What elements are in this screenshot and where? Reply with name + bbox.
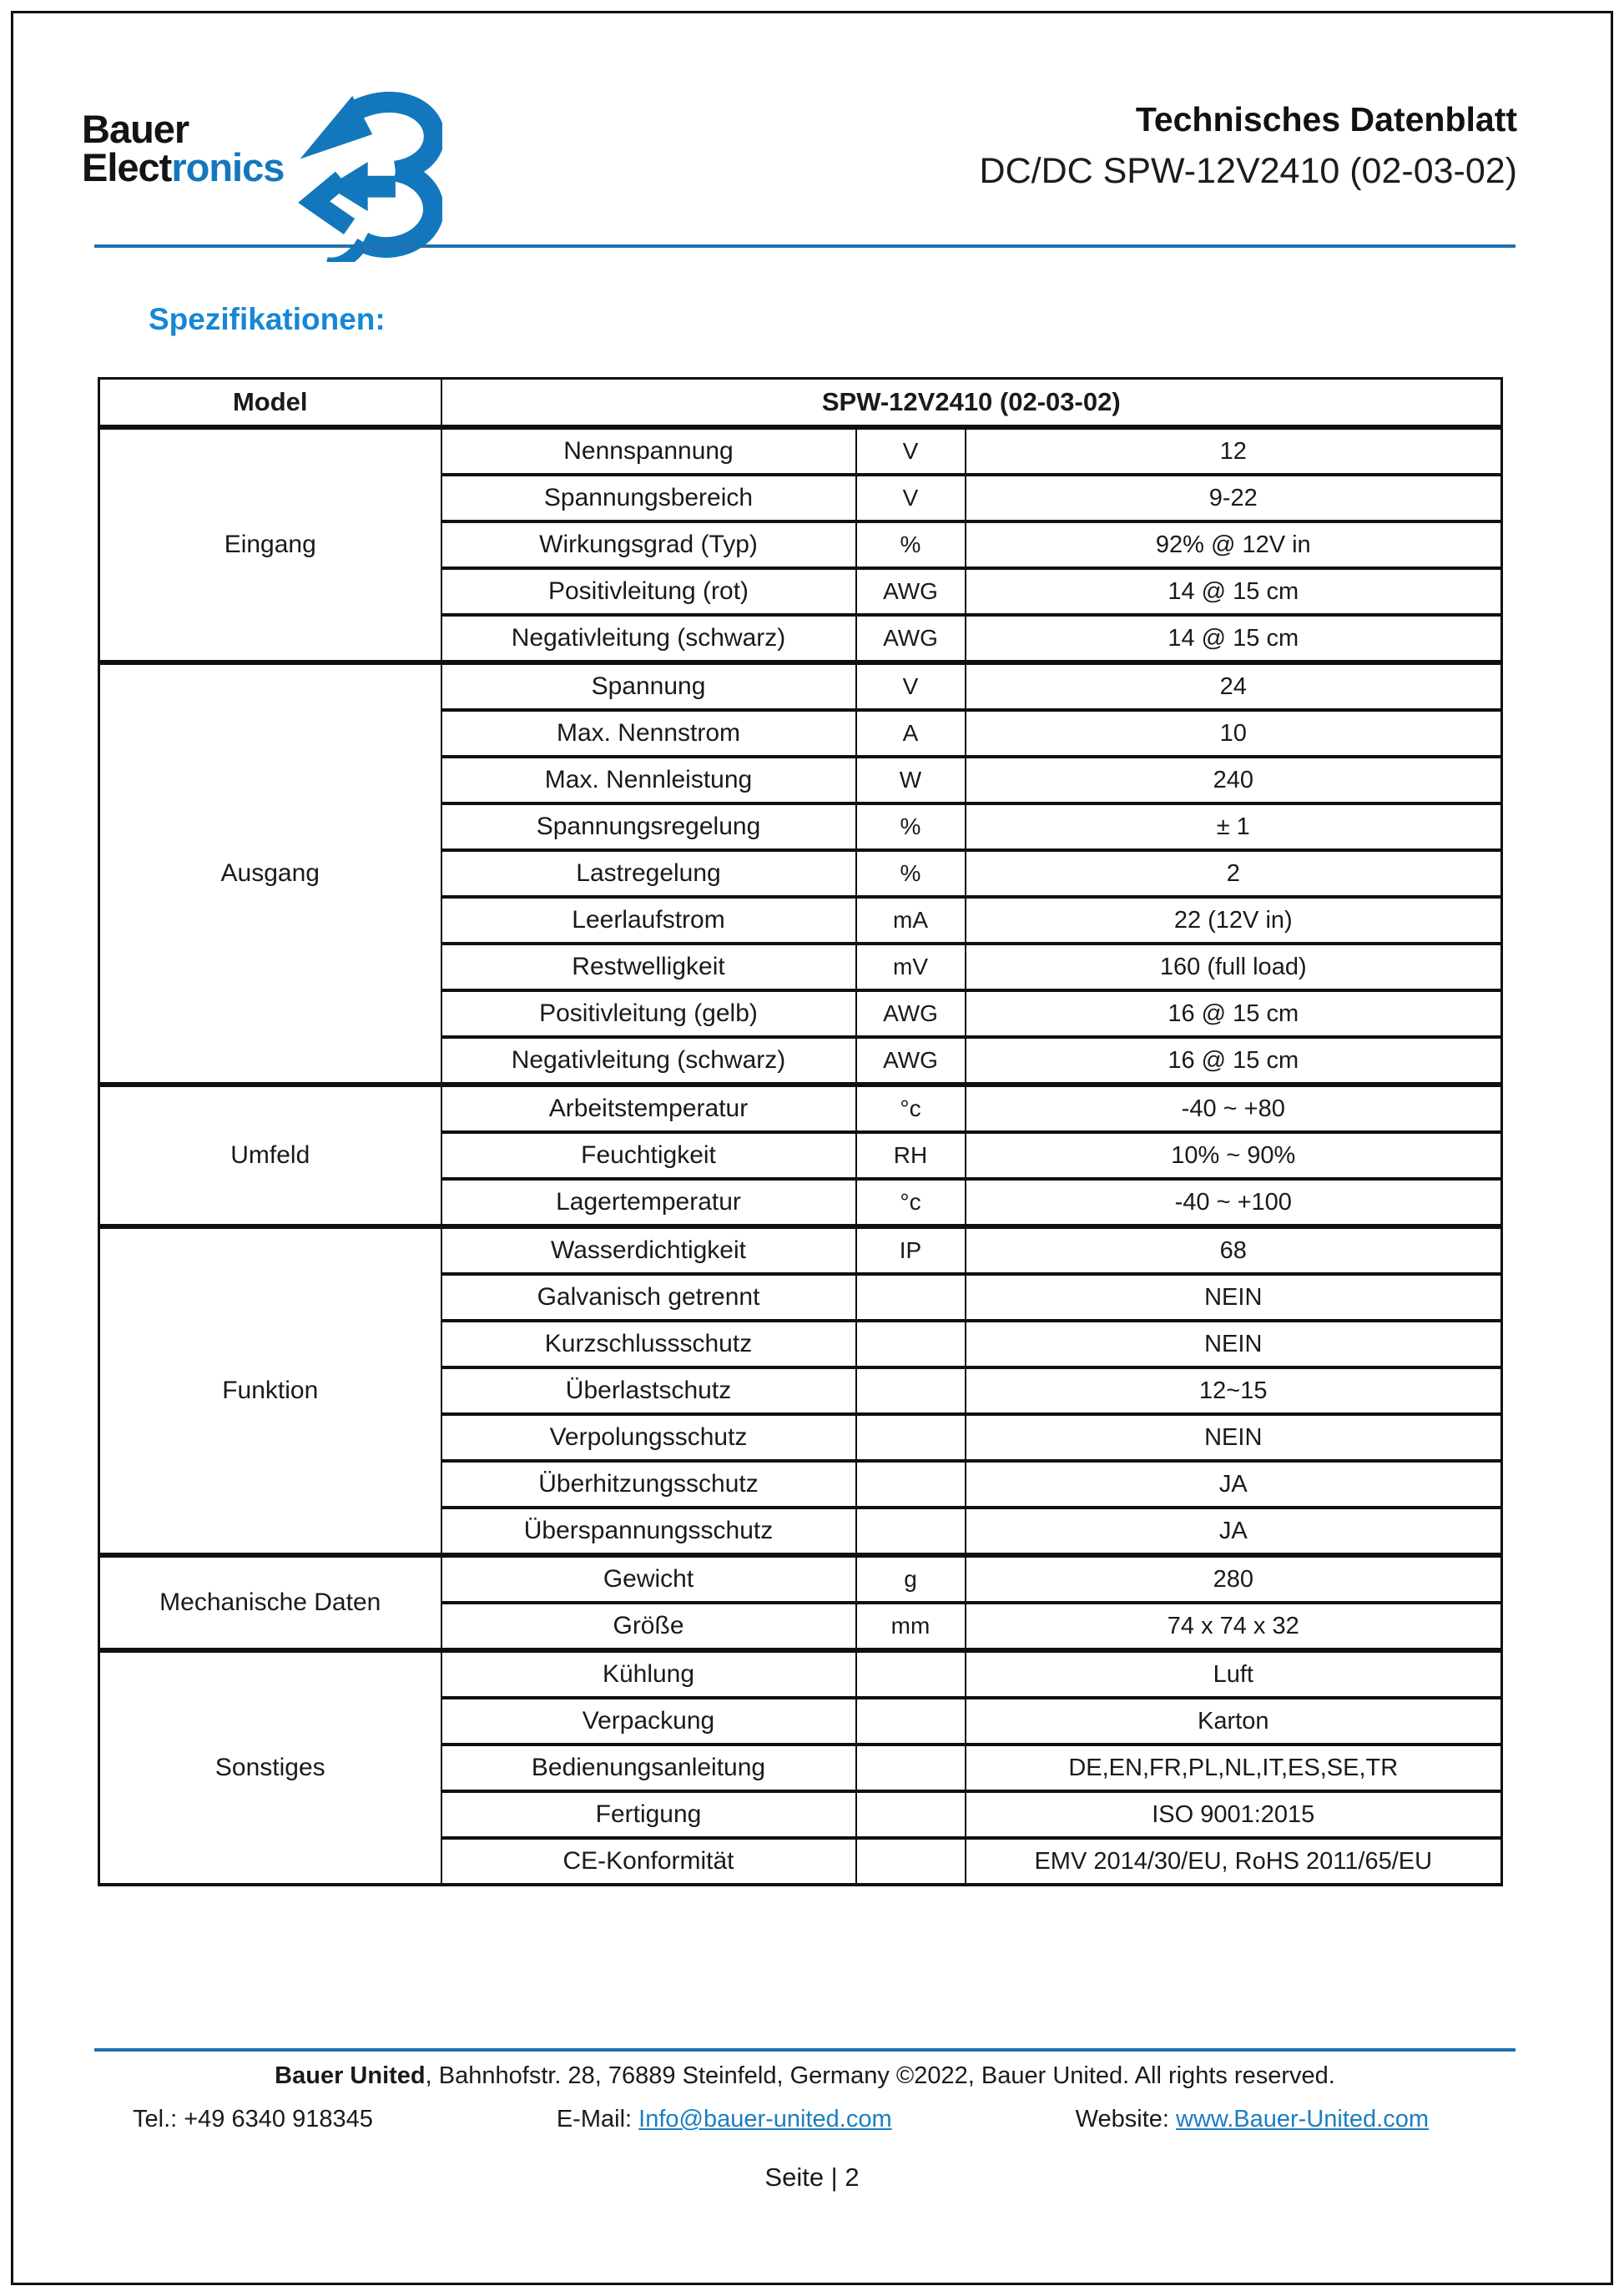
doc-subtitle: DC/DC SPW-12V2410 (02-03-02) — [979, 151, 1517, 191]
footer-contacts — [94, 2106, 1516, 2133]
spec-table — [98, 377, 1503, 1886]
spec-unit-cell: V — [856, 475, 966, 521]
spec-value-cell: JA — [966, 1508, 1502, 1555]
spec-param-cell: Arbeitstemperatur — [441, 1085, 856, 1132]
logo-line2-blue: ronics — [171, 144, 285, 189]
footer-website-link[interactable]: www.Bauer-United.com — [1176, 2106, 1429, 2132]
spec-unit-cell: IP — [856, 1226, 966, 1274]
spec-unit-cell — [856, 1274, 966, 1321]
spec-unit-cell: °c — [856, 1179, 966, 1226]
spec-unit-cell — [856, 1698, 966, 1745]
spec-param-cell: Negativleitung (schwarz) — [441, 1037, 856, 1085]
spec-row — [99, 427, 1502, 475]
document-title-block — [980, 100, 1517, 192]
spec-param-cell: Spannungsregelung — [441, 803, 856, 850]
spec-unit-cell — [856, 1414, 966, 1461]
spec-category-cell: Mechanische Daten — [99, 1555, 441, 1650]
spec-param-cell: Leerlaufstrom — [441, 897, 856, 944]
spec-value-cell: Luft — [966, 1650, 1502, 1698]
spec-param-cell: Max. Nennleistung — [441, 757, 856, 803]
spec-value-cell: 68 — [966, 1226, 1502, 1274]
spec-category-cell: Eingang — [99, 427, 441, 662]
spec-unit-cell: W — [856, 757, 966, 803]
spec-value-cell: DE,EN,FR,PL,NL,IT,ES,SE,TR — [966, 1745, 1502, 1791]
spec-value-cell: 240 — [966, 757, 1502, 803]
spec-value-cell: ISO 9001:2015 — [966, 1791, 1502, 1838]
spec-value-cell: JA — [966, 1461, 1502, 1508]
spec-value-cell: 10 — [966, 710, 1502, 757]
spec-param-cell: Verpolungsschutz — [441, 1414, 856, 1461]
model-value-cell: SPW-12V2410 (02-03-02) — [441, 379, 1502, 428]
spec-unit-cell: % — [856, 850, 966, 897]
spec-param-cell: Positivleitung (rot) — [441, 568, 856, 615]
footer-email-label: E-Mail: — [556, 2106, 639, 2132]
spec-param-cell: Kurzschlussschutz — [441, 1321, 856, 1367]
spec-unit-cell — [856, 1508, 966, 1555]
footer-divider-rule — [94, 2048, 1516, 2052]
spec-unit-cell: V — [856, 427, 966, 475]
footer-website-label: Website: — [1075, 2106, 1176, 2132]
spec-value-cell: -40 ~ +100 — [966, 1179, 1502, 1226]
spec-unit-cell: RH — [856, 1132, 966, 1179]
spec-param-cell: Nennspannung — [441, 427, 856, 475]
spec-unit-cell — [856, 1838, 966, 1885]
spec-unit-cell: mm — [856, 1603, 966, 1650]
spec-param-cell: Galvanisch getrennt — [441, 1274, 856, 1321]
spec-param-cell: Wirkungsgrad (Typ) — [441, 521, 856, 568]
spec-value-cell: -40 ~ +80 — [966, 1085, 1502, 1132]
spec-value-cell: 10% ~ 90% — [966, 1132, 1502, 1179]
spec-param-cell: CE-Konformität — [441, 1838, 856, 1885]
spec-value-cell: 14 @ 15 cm — [966, 568, 1502, 615]
spec-param-cell: Spannungsbereich — [441, 475, 856, 521]
bauer-logo-wordmark — [82, 107, 285, 189]
doc-title: Technisches Datenblatt — [1135, 100, 1517, 138]
spec-param-cell: Gewicht — [441, 1555, 856, 1603]
header-divider-rule — [94, 244, 1516, 248]
spec-unit-cell: % — [856, 803, 966, 850]
spec-row — [99, 1226, 1502, 1274]
spec-unit-cell: V — [856, 662, 966, 710]
footer-company-name: Bauer United — [275, 2062, 426, 2089]
spec-unit-cell: °c — [856, 1085, 966, 1132]
bauer-logo — [82, 87, 442, 262]
spec-param-cell: Feuchtigkeit — [441, 1132, 856, 1179]
spec-param-cell: Fertigung — [441, 1791, 856, 1838]
spec-value-cell: 160 (full load) — [966, 944, 1502, 990]
footer-tel: Tel.: +49 6340 918345 — [133, 2106, 373, 2132]
spec-param-cell: Kühlung — [441, 1650, 856, 1698]
spec-param-cell: Größe — [441, 1603, 856, 1650]
spec-value-cell: Karton — [966, 1698, 1502, 1745]
spec-section-heading: Spezifikationen: — [149, 302, 386, 336]
spec-value-cell: 2 — [966, 850, 1502, 897]
footer-email-link[interactable]: Info@bauer-united.com — [638, 2106, 892, 2132]
spec-row — [99, 662, 1502, 710]
spec-unit-cell: AWG — [856, 1037, 966, 1085]
spec-unit-cell: g — [856, 1555, 966, 1603]
spec-unit-cell: mV — [856, 944, 966, 990]
spec-value-cell: 16 @ 15 cm — [966, 1037, 1502, 1085]
footer-company-rest: , Bahnhofstr. 28, 76889 Steinfeld, Germany ©2022, Bauer United. All rights reserved. — [425, 2062, 1335, 2089]
spec-param-cell: Überhitzungsschutz — [441, 1461, 856, 1508]
spec-param-cell: Restwelligkeit — [441, 944, 856, 990]
spec-value-cell: NEIN — [966, 1274, 1502, 1321]
spec-unit-cell: mA — [856, 897, 966, 944]
spec-param-cell: Positivleitung (gelb) — [441, 990, 856, 1037]
spec-param-cell: Spannung — [441, 662, 856, 710]
spec-value-cell: 12 — [966, 427, 1502, 475]
table-header-row — [99, 379, 1502, 428]
spec-unit-cell: AWG — [856, 615, 966, 662]
spec-param-cell: Überlastschutz — [441, 1367, 856, 1414]
spec-unit-cell — [856, 1461, 966, 1508]
spec-row — [99, 1650, 1502, 1698]
spec-param-cell: Überspannungsschutz — [441, 1508, 856, 1555]
spec-value-cell: NEIN — [966, 1414, 1502, 1461]
footer-email — [557, 2106, 892, 2133]
spec-unit-cell: A — [856, 710, 966, 757]
spec-value-cell: NEIN — [966, 1321, 1502, 1367]
spec-value-cell: EMV 2014/30/EU, RoHS 2011/65/EU — [966, 1838, 1502, 1885]
spec-unit-cell: AWG — [856, 568, 966, 615]
spec-value-cell: ± 1 — [966, 803, 1502, 850]
spec-category-cell: Sonstiges — [99, 1650, 441, 1885]
spec-param-cell: Max. Nennstrom — [441, 710, 856, 757]
logo-line1: Bauer — [82, 107, 189, 151]
spec-row — [99, 1085, 1502, 1132]
spec-value-cell: 74 x 74 x 32 — [966, 1603, 1502, 1650]
spec-unit-cell — [856, 1650, 966, 1698]
spec-category-cell: Funktion — [99, 1226, 441, 1555]
spec-unit-cell — [856, 1321, 966, 1367]
footer-copyright — [94, 2062, 1516, 2090]
spec-unit-cell — [856, 1745, 966, 1791]
page-number: Seite | 2 — [764, 2163, 860, 2192]
spec-param-cell: Lastregelung — [441, 850, 856, 897]
spec-unit-cell — [856, 1791, 966, 1838]
spec-param-cell: Wasserdichtigkeit — [441, 1226, 856, 1274]
spec-unit-cell — [856, 1367, 966, 1414]
spec-value-cell: 12~15 — [966, 1367, 1502, 1414]
spec-value-cell: 24 — [966, 662, 1502, 710]
spec-unit-cell: % — [856, 521, 966, 568]
spec-value-cell: 280 — [966, 1555, 1502, 1603]
spec-param-cell: Verpackung — [441, 1698, 856, 1745]
spec-row — [99, 1555, 1502, 1603]
spec-unit-cell: AWG — [856, 990, 966, 1037]
spec-value-cell: 16 @ 15 cm — [966, 990, 1502, 1037]
spec-param-cell: Lagertemperatur — [441, 1179, 856, 1226]
spec-value-cell: 22 (12V in) — [966, 897, 1502, 944]
spec-value-cell: 14 @ 15 cm — [966, 615, 1502, 662]
spec-value-cell: 92% @ 12V in — [966, 521, 1502, 568]
spec-value-cell: 9-22 — [966, 475, 1502, 521]
spec-category-cell: Ausgang — [99, 662, 441, 1085]
spec-param-cell: Bedienungsanleitung — [441, 1745, 856, 1791]
footer-website — [1076, 2106, 1429, 2133]
spec-param-cell: Negativleitung (schwarz) — [441, 615, 856, 662]
bauer-logo-icon — [287, 85, 442, 262]
model-header-cell: Model — [99, 379, 441, 428]
spec-category-cell: Umfeld — [99, 1085, 441, 1226]
logo-line2-black: Elect — [82, 144, 172, 189]
